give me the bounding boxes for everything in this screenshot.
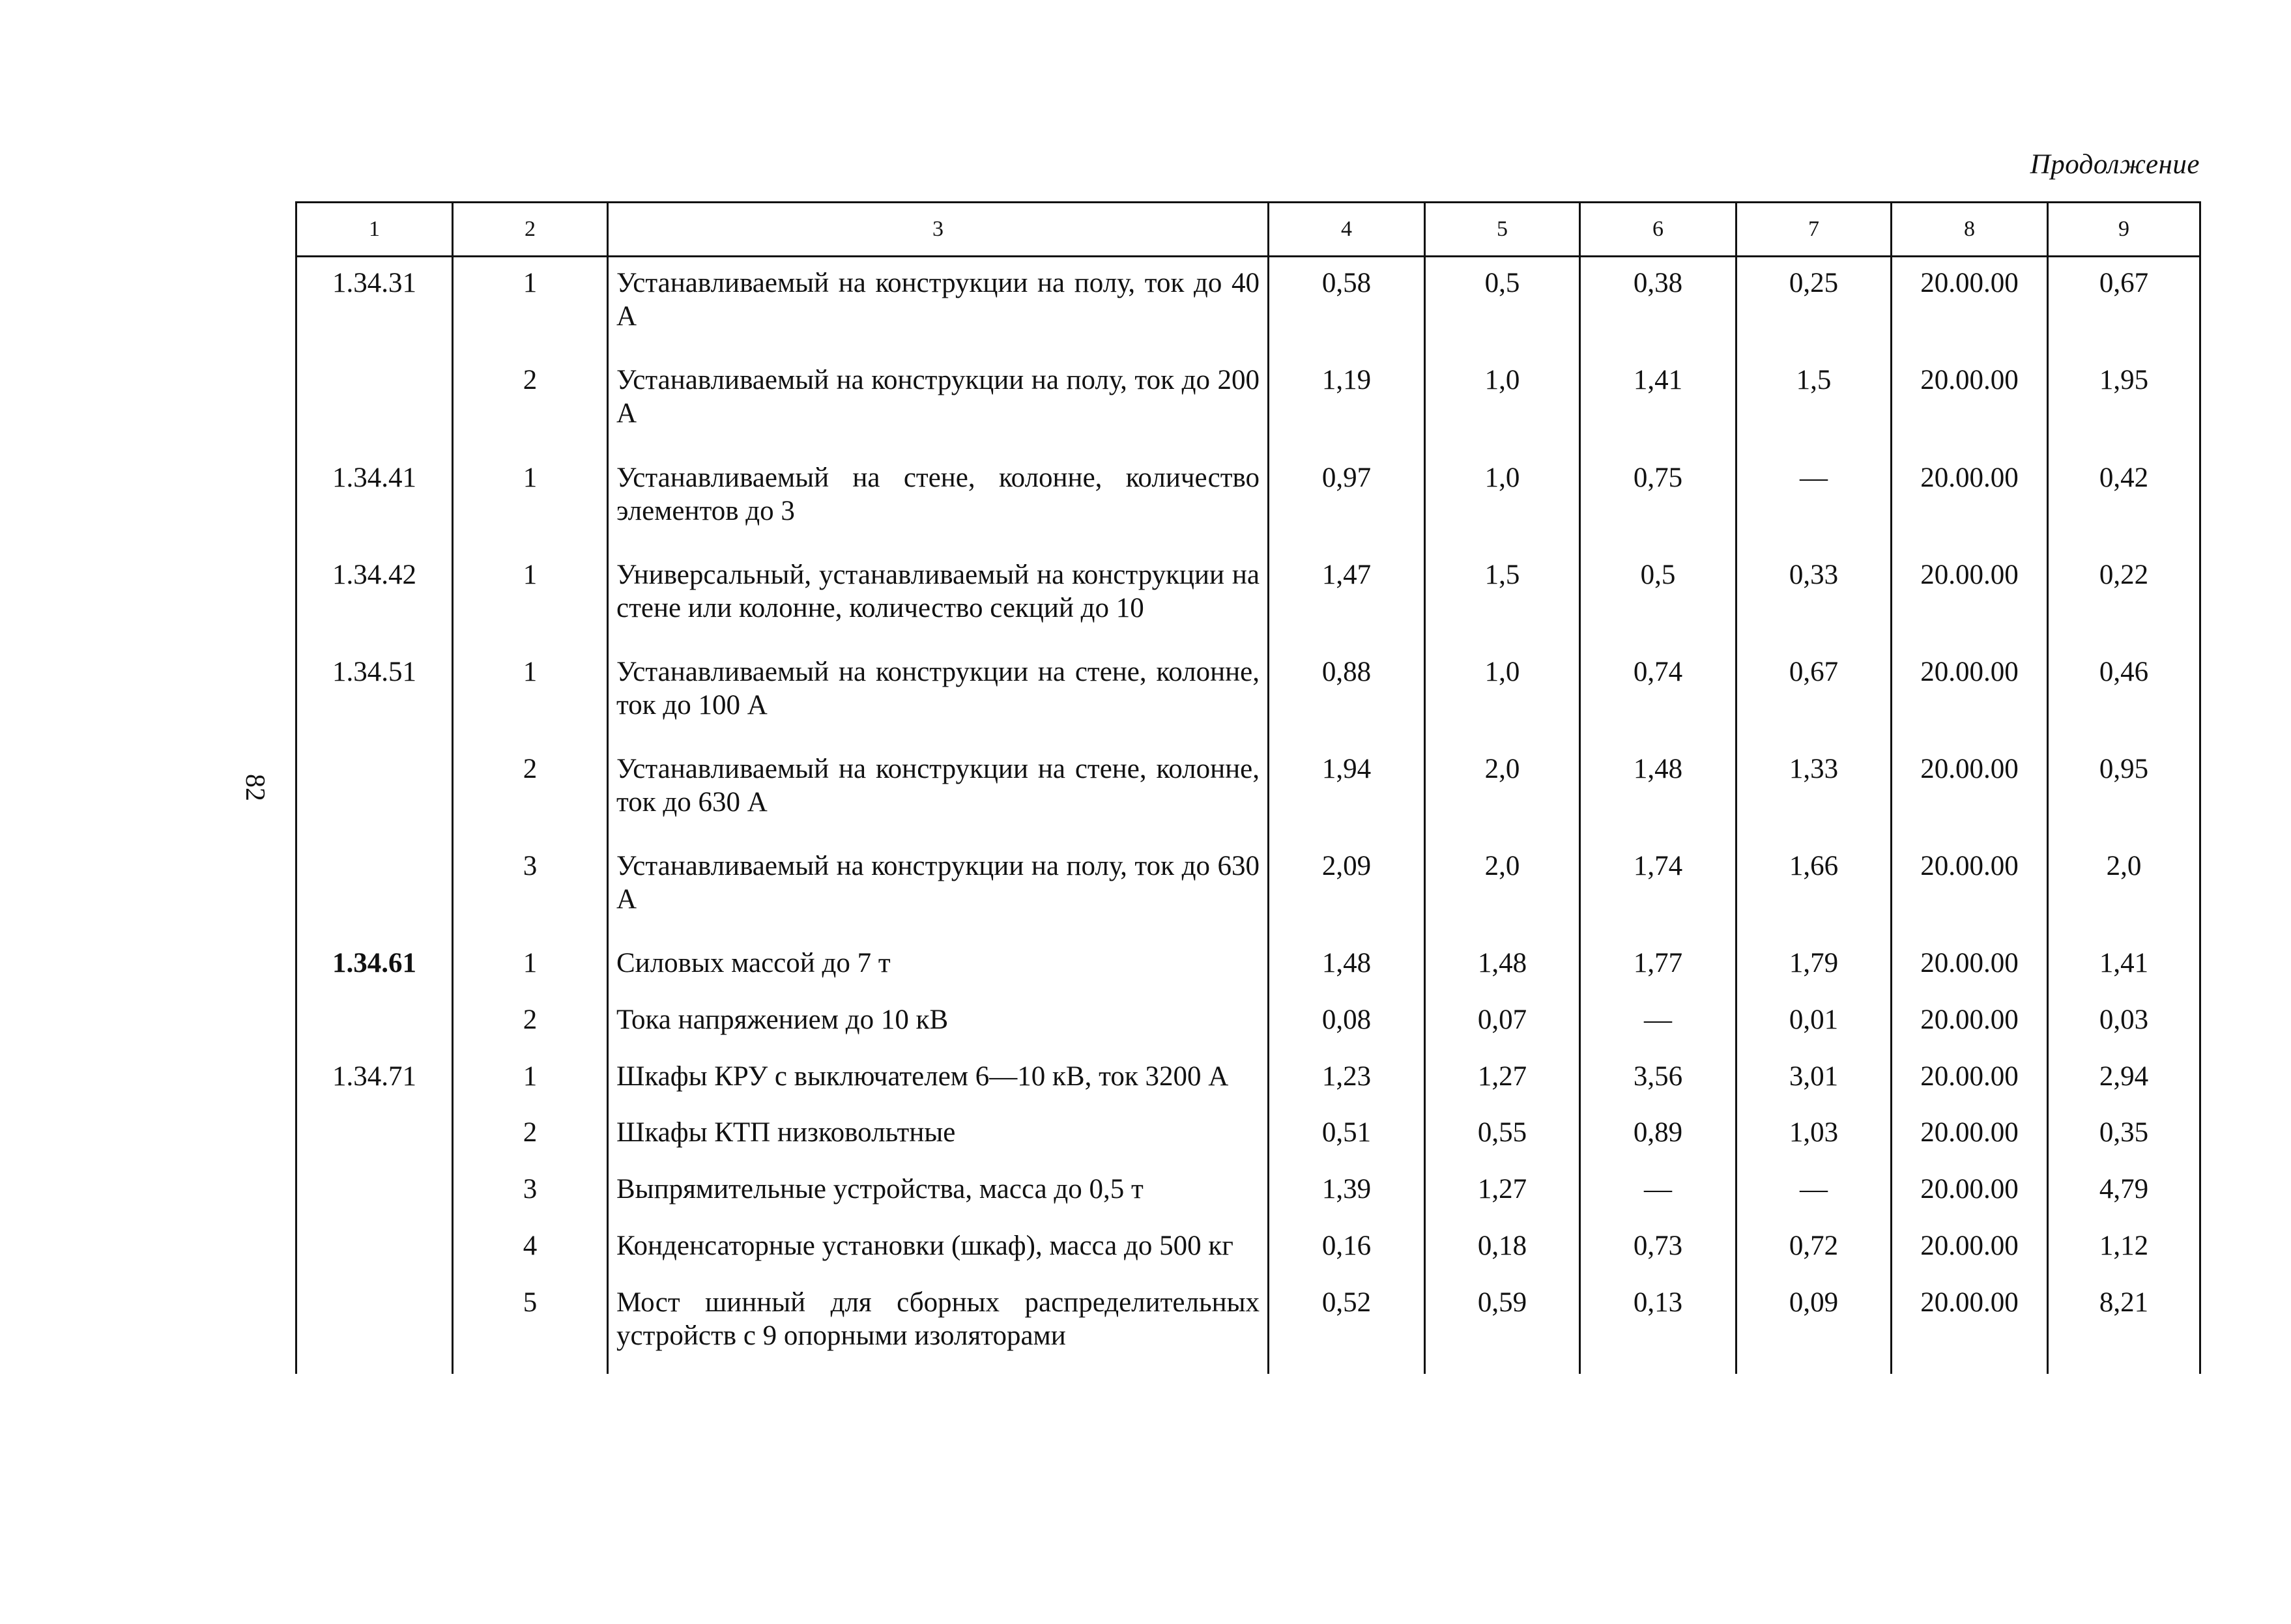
column-header-9: 9	[2048, 203, 2200, 257]
cell-col8: 20.00.00	[1892, 840, 2048, 937]
table-row	[296, 1051, 2200, 1107]
cell-col7: 0,72	[1736, 1220, 1892, 1277]
cell-col5: 0,55	[1425, 1107, 1580, 1163]
cell-number: 2	[453, 354, 608, 451]
cell-col7: 3,01	[1736, 1051, 1892, 1107]
cell-code	[296, 1220, 453, 1277]
cell-col5: 0,07	[1425, 994, 1580, 1051]
cell-col6: 1,48	[1580, 743, 1736, 840]
cell-description: Устанавливаемый на конструкции на стене, колонне, ток до 630 А	[608, 743, 1269, 840]
cell-col5: 2,0	[1425, 840, 1580, 937]
cell-col8: 20.00.00	[1892, 452, 2048, 549]
cell-col9: 0,03	[2048, 994, 2200, 1051]
table-row	[296, 646, 2200, 743]
table-row	[296, 994, 2200, 1051]
cell-number: 3	[453, 840, 608, 937]
table-row	[296, 1163, 2200, 1220]
cell-description: Конденсаторные установки (шкаф), масса до 500 кг	[608, 1220, 1269, 1277]
table-row	[296, 452, 2200, 549]
cell-col6: 0,13	[1580, 1277, 1736, 1374]
cell-col8: 20.00.00	[1892, 646, 2048, 743]
column-header-3: 3	[608, 203, 1269, 257]
cell-description: Устанавливаемый на конструкции на полу, ток до 630 А	[608, 840, 1269, 937]
cell-col5: 1,48	[1425, 937, 1580, 994]
cell-col8: 20.00.00	[1892, 257, 2048, 355]
cell-code	[296, 354, 453, 451]
cell-description: Выпрямительные устройства, масса до 0,5 т	[608, 1163, 1269, 1220]
column-header-5: 5	[1425, 203, 1580, 257]
cell-col8: 20.00.00	[1892, 1163, 2048, 1220]
cell-col6: 0,73	[1580, 1220, 1736, 1277]
cell-col4: 0,51	[1269, 1107, 1425, 1163]
cell-col4: 0,52	[1269, 1277, 1425, 1374]
cell-col6: 0,75	[1580, 452, 1736, 549]
cell-col6: 1,74	[1580, 840, 1736, 937]
cell-description: Устанавливаемый на конструкции на стене, колонне, ток до 100 А	[608, 646, 1269, 743]
cell-col8: 20.00.00	[1892, 1277, 2048, 1374]
table-body	[296, 257, 2200, 1375]
table-row	[296, 937, 2200, 994]
cell-code: 1.34.51	[296, 646, 453, 743]
cell-description: Силовых массой до 7 т	[608, 937, 1269, 994]
cell-col9: 0,95	[2048, 743, 2200, 840]
cell-number: 1	[453, 452, 608, 549]
cell-col7: —	[1736, 1163, 1892, 1220]
cell-number: 2	[453, 994, 608, 1051]
cell-col4: 0,97	[1269, 452, 1425, 549]
table-row	[296, 549, 2200, 646]
cell-col8: 20.00.00	[1892, 354, 2048, 451]
table-row	[296, 1277, 2200, 1374]
cell-code: 1.34.61	[296, 937, 453, 994]
cell-col7: 1,66	[1736, 840, 1892, 937]
cell-col5: 0,18	[1425, 1220, 1580, 1277]
table-row	[296, 257, 2200, 355]
cell-col7: 1,33	[1736, 743, 1892, 840]
cell-description: Шкафы КРУ с выключателем 6—10 кВ, ток 3200 А	[608, 1051, 1269, 1107]
cell-col5: 1,27	[1425, 1051, 1580, 1107]
cell-code: 1.34.41	[296, 452, 453, 549]
table-row	[296, 840, 2200, 937]
cell-col8: 20.00.00	[1892, 1107, 2048, 1163]
cell-col6: 1,77	[1580, 937, 1736, 994]
cell-col4: 0,08	[1269, 994, 1425, 1051]
cell-col6: 0,89	[1580, 1107, 1736, 1163]
cell-number: 1	[453, 549, 608, 646]
cell-col6: 0,5	[1580, 549, 1736, 646]
cell-description: Мост шинный для сборных распределительных устройств с 9 опорными изоляторами	[608, 1277, 1269, 1374]
cell-col6: —	[1580, 1163, 1736, 1220]
cell-col9: 8,21	[2048, 1277, 2200, 1374]
cell-col4: 0,16	[1269, 1220, 1425, 1277]
continuation-label: Продолжение	[2030, 149, 2200, 180]
cell-col9: 0,67	[2048, 257, 2200, 355]
cell-col9: 1,95	[2048, 354, 2200, 451]
cell-col9: 4,79	[2048, 1163, 2200, 1220]
cell-col4: 2,09	[1269, 840, 1425, 937]
table-row	[296, 743, 2200, 840]
cell-col4: 0,88	[1269, 646, 1425, 743]
cell-col6: 3,56	[1580, 1051, 1736, 1107]
cell-col4: 1,39	[1269, 1163, 1425, 1220]
column-header-7: 7	[1736, 203, 1892, 257]
cell-col7: 0,09	[1736, 1277, 1892, 1374]
cell-number: 2	[453, 1107, 608, 1163]
cell-col7: 1,79	[1736, 937, 1892, 994]
cell-col9: 0,22	[2048, 549, 2200, 646]
column-header-1: 1	[296, 203, 453, 257]
cell-code	[296, 994, 453, 1051]
cell-col4: 0,58	[1269, 257, 1425, 355]
cell-description: Устанавливаемый на стене, колонне, количество элементов до 3	[608, 452, 1269, 549]
cell-col8: 20.00.00	[1892, 1051, 2048, 1107]
table-row	[296, 1220, 2200, 1277]
cell-col9: 0,46	[2048, 646, 2200, 743]
table-row	[296, 1107, 2200, 1163]
column-header-2: 2	[453, 203, 608, 257]
cell-col5: 0,59	[1425, 1277, 1580, 1374]
cell-col9: 2,0	[2048, 840, 2200, 937]
cell-col5: 0,5	[1425, 257, 1580, 355]
data-table	[295, 201, 2201, 1374]
cell-col9: 0,35	[2048, 1107, 2200, 1163]
page-number: 82	[240, 774, 270, 801]
cell-col7: 0,33	[1736, 549, 1892, 646]
cell-col7: 0,01	[1736, 994, 1892, 1051]
cell-col4: 1,47	[1269, 549, 1425, 646]
cell-code	[296, 840, 453, 937]
cell-code: 1.34.71	[296, 1051, 453, 1107]
column-header-4: 4	[1269, 203, 1425, 257]
cell-col4: 1,94	[1269, 743, 1425, 840]
data-table-container	[295, 201, 2199, 1374]
cell-number: 2	[453, 743, 608, 840]
cell-col6: 0,38	[1580, 257, 1736, 355]
cell-code	[296, 743, 453, 840]
cell-number: 4	[453, 1220, 608, 1277]
cell-col8: 20.00.00	[1892, 937, 2048, 994]
cell-number: 1	[453, 257, 608, 355]
cell-col7: —	[1736, 452, 1892, 549]
cell-col5: 1,0	[1425, 354, 1580, 451]
column-header-8: 8	[1892, 203, 2048, 257]
header-row	[296, 203, 2200, 257]
cell-col4: 1,19	[1269, 354, 1425, 451]
cell-number: 1	[453, 937, 608, 994]
cell-code	[296, 1277, 453, 1374]
cell-description: Устанавливаемый на конструкции на полу, ток до 40 А	[608, 257, 1269, 355]
cell-col8: 20.00.00	[1892, 994, 2048, 1051]
cell-col5: 1,0	[1425, 452, 1580, 549]
cell-col5: 1,5	[1425, 549, 1580, 646]
cell-description: Тока напряжением до 10 кВ	[608, 994, 1269, 1051]
cell-col7: 1,03	[1736, 1107, 1892, 1163]
cell-col8: 20.00.00	[1892, 549, 2048, 646]
cell-col8: 20.00.00	[1892, 1220, 2048, 1277]
cell-description: Устанавливаемый на конструкции на полу, ток до 200 А	[608, 354, 1269, 451]
cell-number: 1	[453, 1051, 608, 1107]
cell-col5: 1,27	[1425, 1163, 1580, 1220]
cell-col9: 2,94	[2048, 1051, 2200, 1107]
cell-code: 1.34.42	[296, 549, 453, 646]
cell-col4: 1,48	[1269, 937, 1425, 994]
cell-col5: 1,0	[1425, 646, 1580, 743]
cell-col7: 0,67	[1736, 646, 1892, 743]
cell-code	[296, 1107, 453, 1163]
cell-number: 1	[453, 646, 608, 743]
cell-number: 3	[453, 1163, 608, 1220]
cell-col6: —	[1580, 994, 1736, 1051]
cell-number: 5	[453, 1277, 608, 1374]
cell-description: Шкафы КТП низковольтные	[608, 1107, 1269, 1163]
cell-col9: 1,12	[2048, 1220, 2200, 1277]
cell-col6: 1,41	[1580, 354, 1736, 451]
cell-description: Универсальный, устанавливаемый на конструкции на стене или колонне, количество секций до 10	[608, 549, 1269, 646]
table-row	[296, 354, 2200, 451]
cell-col9: 0,42	[2048, 452, 2200, 549]
cell-col8: 20.00.00	[1892, 743, 2048, 840]
cell-col6: 0,74	[1580, 646, 1736, 743]
cell-col4: 1,23	[1269, 1051, 1425, 1107]
cell-code	[296, 1163, 453, 1220]
cell-col5: 2,0	[1425, 743, 1580, 840]
cell-code: 1.34.31	[296, 257, 453, 355]
cell-col7: 0,25	[1736, 257, 1892, 355]
column-header-6: 6	[1580, 203, 1736, 257]
cell-col9: 1,41	[2048, 937, 2200, 994]
cell-col7: 1,5	[1736, 354, 1892, 451]
